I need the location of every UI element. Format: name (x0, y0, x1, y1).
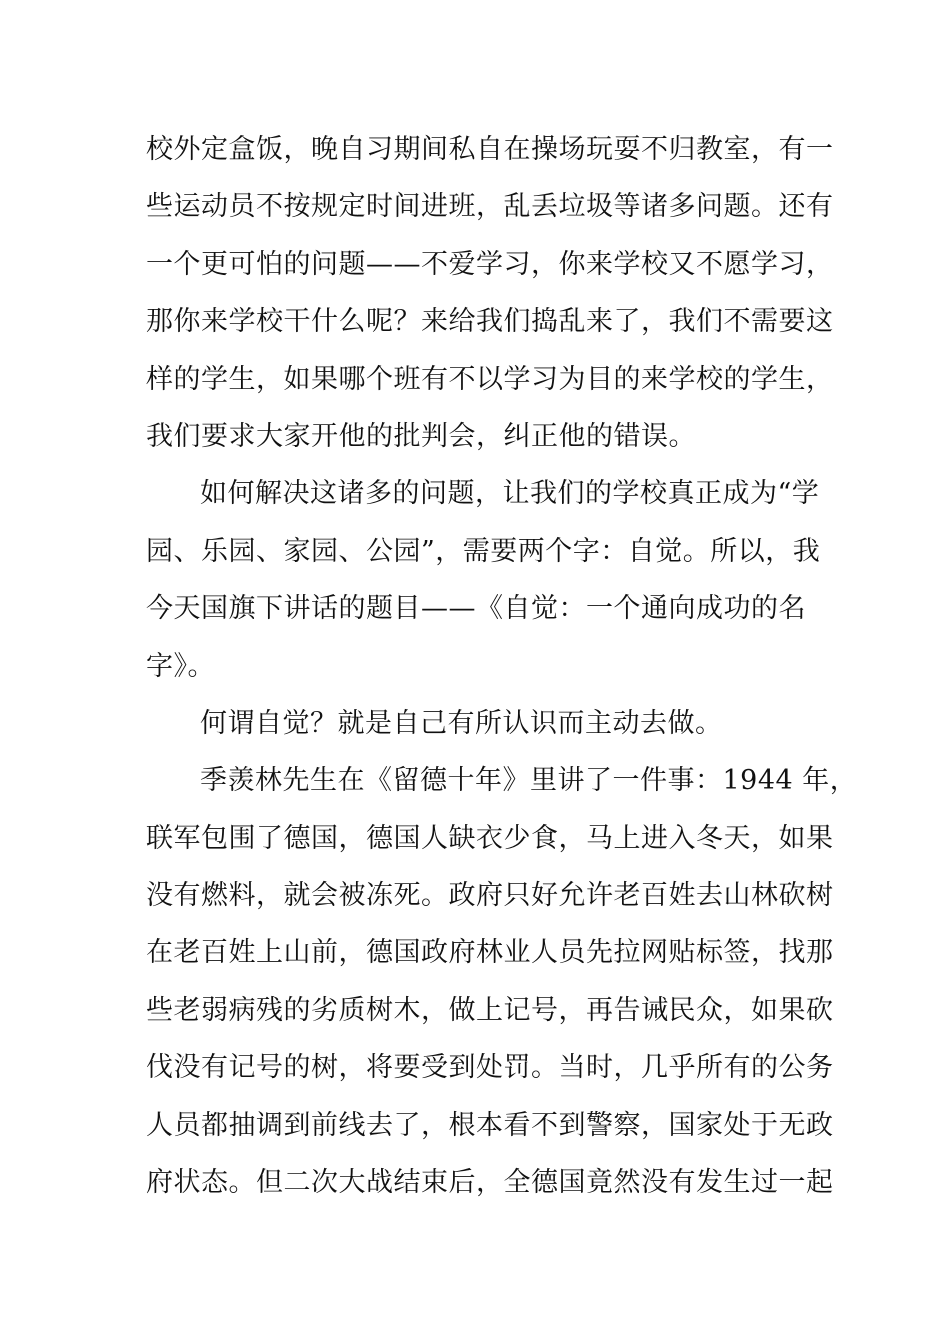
text-line: 校外定盒饭，晚自习期间私自在操场玩耍不归教室，有一 (146, 134, 834, 165)
text-line: 我们要求大家开他的批判会，纠正他的错误。 (146, 420, 696, 452)
body-text (146, 121, 858, 1211)
text-line: 在老百姓上山前，德国政府林业人员先拉网贴标签，找那 (146, 937, 834, 969)
paragraph-first-line: 何谓自觉？就是自己有所认识而主动去做。 (200, 707, 723, 739)
text-line: 伐没有记号的树，将要受到处罚。当时，几乎所有的公务 (146, 1052, 834, 1084)
text-line: 那你来学校干什么呢？来给我们捣乱来了，我们不需要这 (146, 306, 834, 338)
text-line: 府状态。但二次大战结束后，全德国竟然没有发生过一起 (146, 1167, 834, 1199)
text-line: 没有燃料，就会被冻死。政府只好允许老百姓去山林砍树 (146, 880, 834, 912)
text-line: 些运动员不按规定时间进班，乱丢垃圾等诸多问题。还有 (146, 191, 834, 223)
text-line: 今天国旗下讲话的题目——《自觉：一个通向成功的名 (146, 593, 806, 625)
text-line: 联军包围了德国，德国人缺衣少食，马上进入冬天，如果 (146, 822, 834, 854)
paragraph-first-line: 如何解决这诸多的问题，让我们的学校真正成为“学 (200, 478, 820, 510)
text-line: 些老弱病残的劣质树木，做上记号，再告诫民众，如果砍 (146, 994, 834, 1026)
paragraph-first-line: 季羡林先生在《留德十年》里讲了一件事：1944 年， (200, 765, 858, 797)
text-line: 人员都抽调到前线去了，根本看不到警察，国家处于无政 (146, 1109, 834, 1141)
text-line: 一个更可怕的问题——不爱学习，你来学校又不愿学习， (146, 248, 834, 280)
text-line: 字》。 (146, 650, 215, 682)
text-line: 样的学生，如果哪个班有不以学习为目的来学校的学生， (146, 363, 834, 395)
text-line: 园、乐园、家园、公园”，需要两个字：自觉。所以，我 (146, 535, 821, 567)
